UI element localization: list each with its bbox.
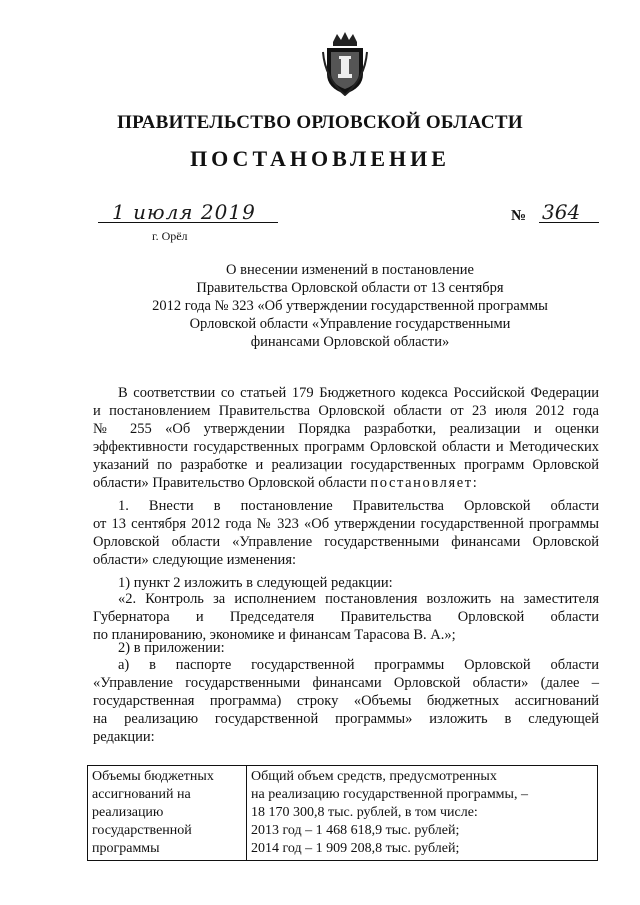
table-row (88, 766, 598, 861)
text-line: 1. Внести в постановление Правительства Орловской области (118, 498, 599, 514)
text-line: по планированию, экономике и финансам Тарасова В. А.»; (93, 627, 456, 643)
cell-line: государственной (92, 823, 192, 838)
document-subject (100, 261, 600, 351)
passport-table (87, 765, 598, 861)
text-line: № 255 «Об утверждении Порядка разработки, реализации и оценки (93, 421, 599, 437)
text-line: на реализацию государственной программы» изложить в следующей (93, 711, 599, 727)
cell-line: на реализацию государственной программы, – (251, 787, 528, 802)
preamble-end: области» Правительство Орловской области (93, 475, 367, 491)
text-line: и постановлением Правительства Орловской области от 23 июля 2012 года (93, 403, 599, 419)
cell-line: Объемы бюджетных (92, 769, 214, 784)
quote-paragraph (93, 590, 599, 644)
subject-line: финансами Орловской области» (250, 334, 450, 350)
subject-line: 2012 года № 323 «Об утверждении государственной программы (152, 298, 548, 314)
cell-line: Общий объем средств, предусмотренных (251, 769, 497, 784)
text-line (93, 474, 599, 492)
text-line: Орловской области «Управление государственными финансами Орловской (93, 534, 599, 550)
text-line: Губернатора и Председателя Правительства Орловской области (93, 609, 599, 625)
text-line: «Управление государственными финансами Орловской области» (далее – (93, 675, 599, 691)
number-label: № (511, 208, 527, 224)
text-line: редакции: (93, 729, 155, 745)
government-name: ПРАВИТЕЛЬСТВО ОРЛОВСКОЙ ОБЛАСТИ (117, 112, 523, 133)
date-underline (98, 222, 278, 223)
text-line: государственная программа) строку «Объемы бюджетных ассигнований (93, 693, 599, 709)
city: г. Орёл (152, 229, 188, 243)
text-line: 2) в приложении: (118, 640, 225, 656)
item-1-paragraph (93, 497, 599, 569)
subject-line: Правительства Орловской области от 13 сентября (196, 280, 504, 296)
cell-line: 2014 год – 1 909 208,8 тыс. рублей; (251, 841, 460, 856)
cell-line: 18 170 300,8 тыс. рублей, в том числе: (251, 805, 478, 820)
preamble-paragraph (93, 384, 599, 492)
text-line: «2. Контроль за исполнением постановления возложить на заместителя (118, 591, 599, 607)
document-type: ПОСТАНОВЛЕНИЕ (190, 146, 450, 171)
item-a-paragraph (93, 656, 599, 746)
text-line: от 13 сентября 2012 года № 323 «Об утверждении государственной программы (93, 516, 599, 532)
text-line: указаний по разработке и реализации государственных программ Орловской (93, 457, 599, 473)
table-cell-value (247, 766, 598, 861)
text-line: а) в паспорте государственной программы Орловской области (118, 657, 599, 673)
subject-line: Орловской области «Управление государственными (189, 316, 511, 332)
handwritten-date: 1 июля 2019 (112, 200, 256, 224)
text-line: области» следующие изменения: (93, 552, 297, 568)
cell-line: реализацию (92, 805, 164, 820)
decree-word: постановляет: (370, 475, 479, 491)
text-line: эффективности государственных программ Орловской области и Методических (93, 439, 599, 455)
cell-line: ассигнований на (92, 787, 191, 802)
text-line: В соответствии со статьей 179 Бюджетного кодекса Российской Федерации (118, 385, 599, 401)
text-line: 1) пункт 2 изложить в следующей редакции: (118, 575, 393, 591)
cell-line: программы (92, 841, 160, 856)
subject-line: О внесении изменений в постановление (226, 262, 474, 278)
coat-of-arms-icon (321, 28, 369, 96)
table-cell-label (88, 766, 247, 861)
number-underline (539, 222, 599, 223)
cell-line: 2013 год – 1 468 618,9 тыс. рублей; (251, 823, 460, 838)
item-1-2-paragraph (93, 639, 599, 657)
handwritten-number: 364 (542, 200, 581, 224)
